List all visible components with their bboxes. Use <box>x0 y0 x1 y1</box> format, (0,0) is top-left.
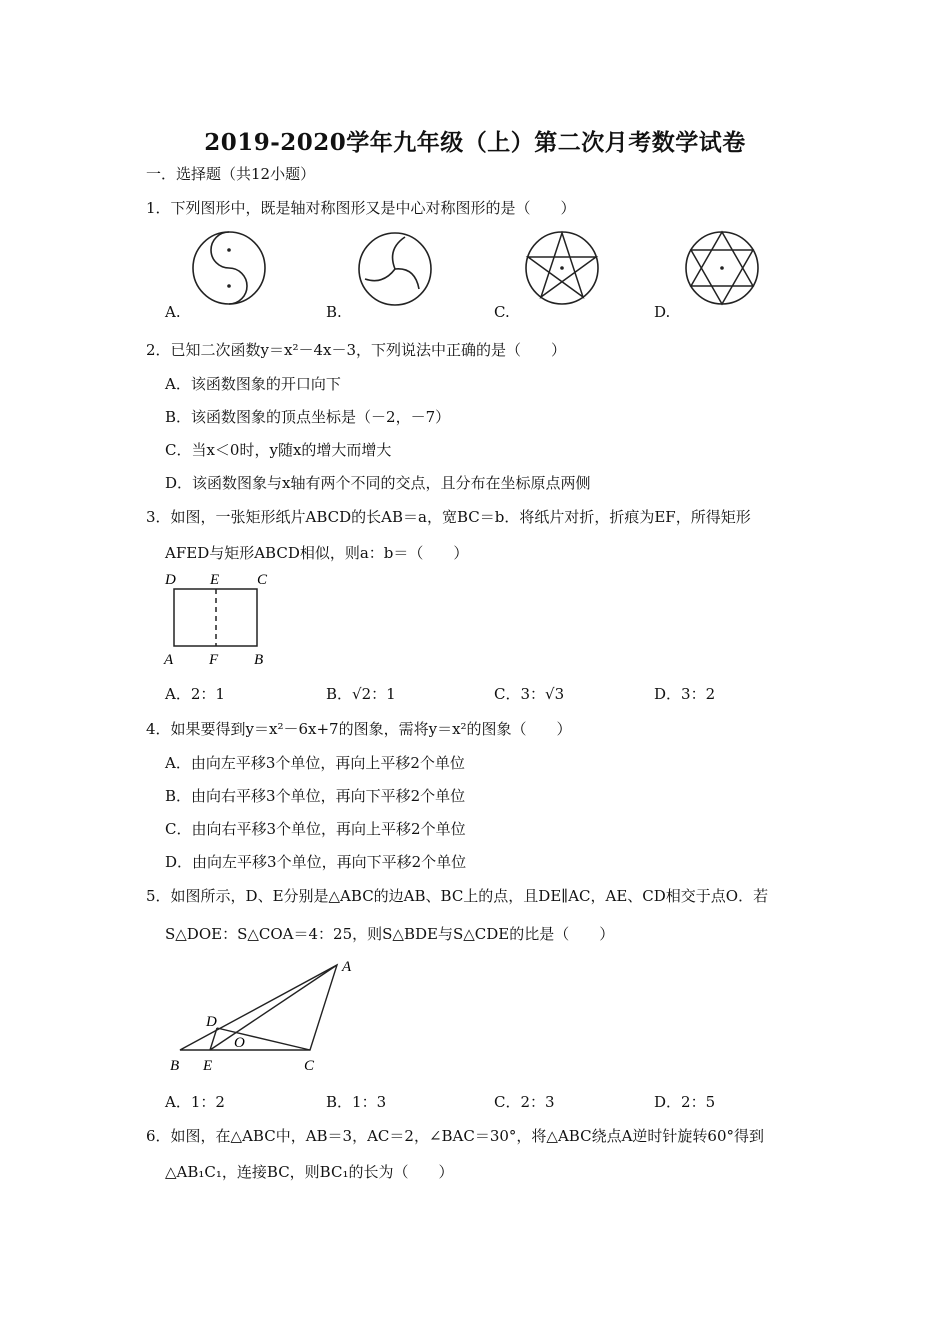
section-heading: 一．选择题（共12小题） <box>146 165 316 183</box>
q5-option-c[interactable]: C．2：3 <box>494 1093 555 1111</box>
q3-label-d: D <box>165 572 176 588</box>
q3-stem-line1: 3．如图，一张矩形纸片ABCD的长AB＝a，宽BC＝b．将纸片对折，折痕为EF，所得矩形 <box>146 508 751 526</box>
q5-label-d: D <box>206 1014 217 1030</box>
q2-option-d[interactable]: D．该函数图象与x轴有两个不同的交点，且分布在坐标原点两侧 <box>165 474 591 492</box>
q1-option-d[interactable]: D. <box>654 303 671 321</box>
q1-option-b[interactable]: B. <box>326 303 342 321</box>
q3-label-b: B <box>254 652 264 668</box>
q4-option-a[interactable]: A．由向左平移3个单位，再向上平移2个单位 <box>165 754 465 772</box>
q1-option-a[interactable]: A. <box>165 303 181 321</box>
q6-stem-line1: 6．如图，在△ABC中，AB＝3，AC＝2，∠BAC＝30°，将△ABC绕点A逆时针旋转60°得到 <box>146 1127 764 1145</box>
q5-stem-line1: 5．如图所示，D、E分别是△ABC的边AB、BC上的点，且DE∥AC，AE、CD相交于点O．若 <box>146 887 769 905</box>
q5-label-b: B <box>170 1058 180 1074</box>
q3-rectangle-figure <box>160 568 280 668</box>
q5-label-e: E <box>203 1058 213 1074</box>
q3-label-e: E <box>210 572 220 588</box>
q1-figure-c-pentagram-icon <box>524 230 600 306</box>
page-title: 2019-2020学年九年级（上）第二次月考数学试卷 <box>204 129 746 156</box>
q3-option-a[interactable]: A．2：1 <box>165 685 225 703</box>
q5-stem-line2: S△DOE：S△COA＝4：25，则S△BDE与S△CDE的比是（ ） <box>165 925 615 943</box>
q3-label-a: A <box>164 652 174 668</box>
q1-figure-d-hexagram-icon <box>684 230 760 306</box>
q3-option-d[interactable]: D．3：2 <box>654 685 716 703</box>
q2-option-c[interactable]: C．当x＜0时，y随x的增大而增大 <box>165 441 392 459</box>
q2-option-b[interactable]: B．该函数图象的顶点坐标是（－2，－7） <box>165 408 451 426</box>
q5-option-d[interactable]: D．2：5 <box>654 1093 716 1111</box>
q5-label-c: C <box>304 1058 315 1074</box>
q1-stem: 1．下列图形中，既是轴对称图形又是中心对称图形的是（ ） <box>146 199 576 217</box>
q2-stem: 2．已知二次函数y＝x²－4x－3，下列说法中正确的是（ ） <box>146 341 567 359</box>
q2-option-a[interactable]: A．该函数图象的开口向下 <box>165 375 341 393</box>
q5-option-b[interactable]: B．1：3 <box>326 1093 387 1111</box>
q6-stem-line2: △AB₁C₁，连接BC，则BC₁的长为（ ） <box>165 1163 454 1181</box>
q3-option-b[interactable]: B．√2：1 <box>326 685 396 703</box>
q5-triangle-figure <box>165 953 365 1078</box>
q5-option-a[interactable]: A．1：2 <box>165 1093 225 1111</box>
q3-label-f: F <box>209 652 219 668</box>
q1-option-c[interactable]: C. <box>494 303 510 321</box>
q3-option-c[interactable]: C．3：√3 <box>494 685 565 703</box>
q5-label-a: A <box>342 959 352 975</box>
q4-option-b[interactable]: B．由向右平移3个单位，再向下平移2个单位 <box>165 787 466 805</box>
q3-label-c: C <box>257 572 268 588</box>
q4-option-c[interactable]: C．由向右平移3个单位，再向上平移2个单位 <box>165 820 466 838</box>
q5-label-o: O <box>234 1035 245 1051</box>
q1-figure-a-yinyang-icon <box>191 230 267 306</box>
q1-figure-b-triskele-icon <box>357 231 433 307</box>
q4-option-d[interactable]: D．由向左平移3个单位，再向下平移2个单位 <box>165 853 467 871</box>
q4-stem: 4．如果要得到y＝x²－6x+7的图象，需将y＝x²的图象（ ） <box>146 720 572 738</box>
q3-stem-line2: AFED与矩形ABCD相似，则a：b＝（ ） <box>165 544 469 562</box>
